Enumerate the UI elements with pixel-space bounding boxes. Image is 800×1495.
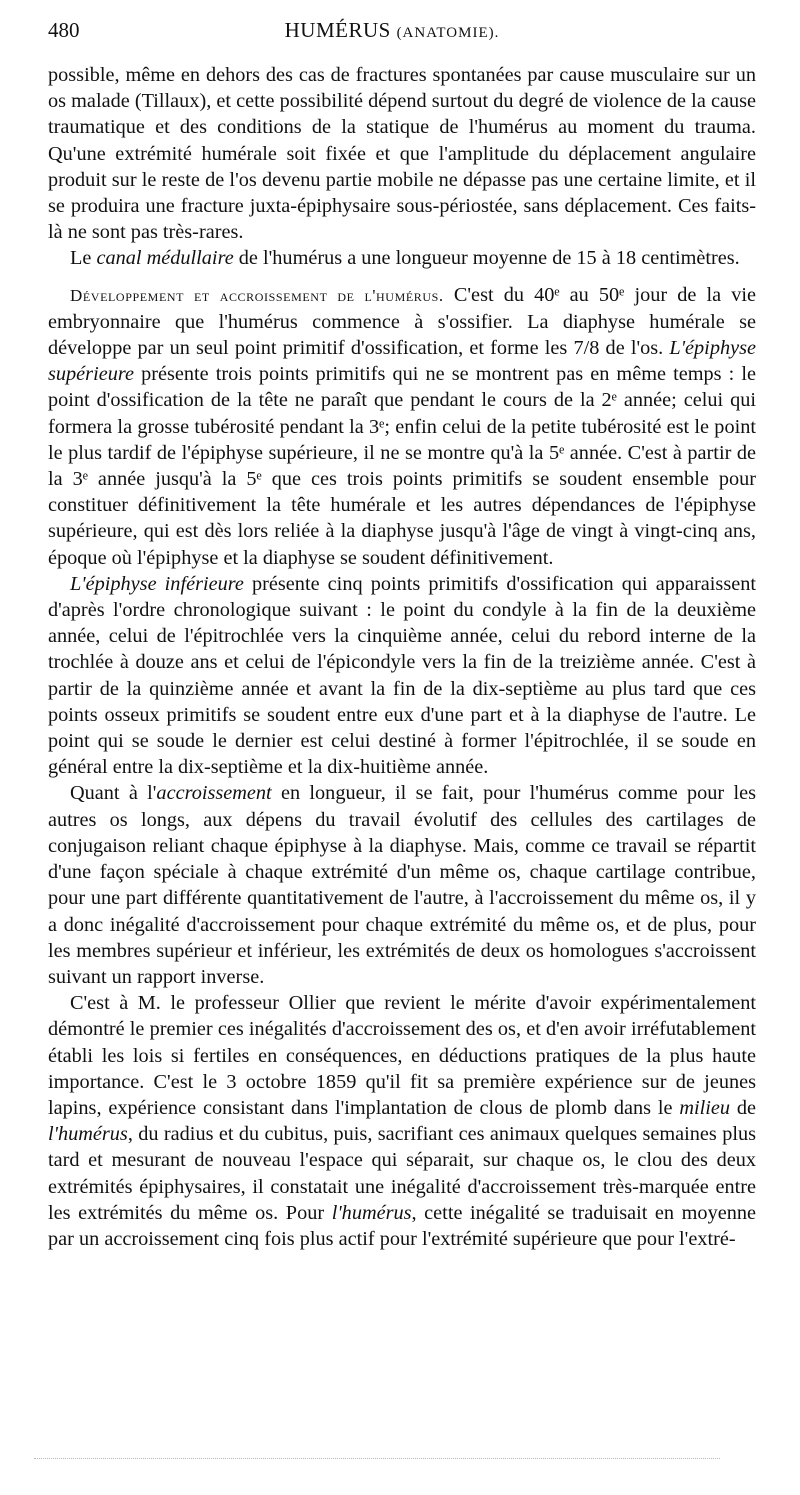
paragraph-6-emphasis-1: milieu xyxy=(679,1096,731,1119)
paragraph-2-emphasis: canal médullaire xyxy=(96,247,234,270)
paragraph-3-emphasis: L'épiphyse supérieure xyxy=(48,337,756,386)
paragraph-3 xyxy=(48,282,756,571)
paragraph-2-text-b: de l'humérus a une longueur moyenne de 15 à 18 centimètres. xyxy=(233,247,740,270)
paragraph-6-text-a: C'est à M. le professeur Ollier que revient le mérite d'avoir expérimentalement démontré le premier ces inégalités d'accroissement des os, et d'en avoir irréfutablement établi les lois si fertiles en conséquences, en déductions pratiques de la plus haute importance. C'est le 3 octobre 1859 qu'il fit sa première expérience sur de jeunes lapins, expérience consistant dans l'implantation de clous de plomb dans le xyxy=(48,992,756,1119)
footer-rule xyxy=(34,1458,720,1459)
paragraph-6-emphasis-2: l'humérus xyxy=(48,1123,128,1146)
paragraph-3-text-a: C'est du 40ᵉ au 50ᵉ jour de la vie embryonnaire que l'humérus commence à s'ossifier. La diaphyse humérale se développe par un seul point primitif d'ossification, et forme les 7/8 de l'os. xyxy=(48,283,756,360)
paragraph-6-text-c: , du radius et du cubitus, puis, sacrifiant ces animaux quelques semaines plus tard et mesurant de nouveau l'espace qui séparait, sur chaque os, le clou des deux extrémités épiphysaires, il constatait une inégalité d'accroissement très-marquée entre les extrémités du même os. Pour xyxy=(48,1123,756,1224)
paragraph-4 xyxy=(48,571,756,781)
paragraph-4-emphasis: L'épiphyse inférieure xyxy=(70,572,244,595)
section-heading: Développement et accroissement de l'humérus. xyxy=(70,285,444,305)
paragraph-5-emphasis: accroissement xyxy=(156,782,272,805)
running-title-subtitle: (ANATOMIE). xyxy=(396,25,500,41)
paragraph-1: possible, même en dehors des cas de fractures spontanées par cause musculaire sur un os malade (Tillaux), et cette possibilité dépend surtout du degré de violence de la cause traumatique et des conditions de la statique de l'humérus au moment du trauma. Qu'une extrémité humérale soit fixée et que l'amplitude du déplacement angulaire produit sur le reste de l'os devenu partie mobile ne dépasse pas une certaine limite, et il se produira une fracture juxta-épiphysaire sous-périostée, sans déplacement. Ces faits-là ne sont pas très-rares. xyxy=(48,64,756,244)
paragraph-4-text: présente cinq points primitifs d'ossification qui apparaissent d'après l'ordre chronologique suivant : le point du condyle à la fin de la deuxième année, celui de l'épitrochlée vers la cinquième année, celui du rebord interne de la trochlée à douze ans et celui de l'épicondyle vers la fin de la treizième année. C'est à partir de la quinzième année et avant la fin de la dix-septième au plus tard que ces points osseux primitifs se soudent entre eux d'une part et à la diaphyse de l'autre. Le point qui se soude le dernier est celui destiné à former l'épitrochlée, il se soude en général entre la dix-septième et la dix-huitième année. xyxy=(48,572,756,779)
running-title xyxy=(108,18,756,43)
paragraph-2-text-a: Le xyxy=(70,247,97,270)
paragraph-2 xyxy=(48,245,756,271)
body-text xyxy=(48,62,756,1252)
running-title-main: HUMÉRUS xyxy=(284,18,391,42)
paragraph-6-emphasis-3: l'humérus xyxy=(331,1201,412,1224)
paragraph-5 xyxy=(48,780,756,990)
paragraph-6 xyxy=(48,990,756,1252)
paragraph-6-text-d: , cette inégalité se traduisait en moyenne par un accroissement cinq fois plus actif pour l'extrémité supérieure que pour l'extré- xyxy=(48,1201,756,1250)
paragraph-5-text-b: en longueur, il se fait, pour l'humérus comme pour les autres os longs, aux dépens du travail évolutif des cellules des cartilages de conjugaison reliant chaque épiphyse à la diaphyse. Mais, comme ce travail se répartit d'une façon spéciale à chaque extrémité d'un même os, chaque cartilage contribue, pour une part différente quantitativement de l'autre, à l'accroissement du même os, il y a donc inégalité d'accroissement pour chaque extrémité du même os, et de plus, pour les membres supérieur et inférieur, les extrémités de deux os homologues s'accroissent suivant un rapport inverse. xyxy=(48,782,756,988)
paragraph-5-text-a: Quant à l' xyxy=(70,782,157,805)
page-number: 480 xyxy=(48,18,80,42)
running-header xyxy=(48,18,756,62)
paragraph-6-text-b: de xyxy=(730,1096,756,1119)
paragraph-3-text-b: présente trois points primitifs qui ne se montrent pas en même temps : le point d'ossification de la tête ne paraît que pendant le cours de la 2ᵉ année; celui qui formera la grosse tubérosité pendant la 3ᵉ; enfin celui de la petite tubérosité est le point le plus tardif de l'épiphyse supérieure, il ne se montre qu'à la 5ᵉ année. C'est à partir de la 3ᵉ année jusqu'à la 5ᵉ que ces trois points primitifs se soudent ensemble pour constituer définitivement la tête humérale et les autres dépendances de l'épiphyse supérieure, qui est dès lors reliée à la diaphyse jusqu'à l'âge de vingt à vingt-cinq ans, époque où l'épiphyse et la diaphyse se soudent définitivement. xyxy=(48,363,756,569)
